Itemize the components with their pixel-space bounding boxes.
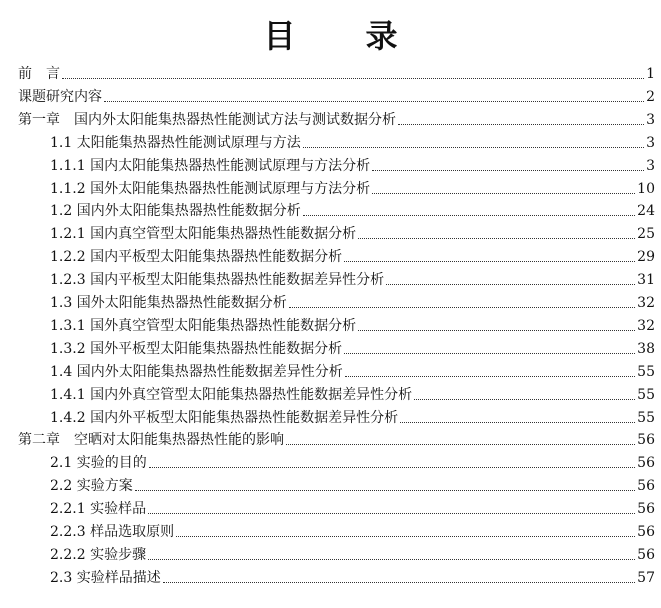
toc-entry[interactable] — [0, 130, 655, 152]
toc-entry-page: 56 — [637, 524, 655, 540]
toc-dot-leader — [398, 124, 644, 125]
toc-entry-label: 1.3.2 国外平板型太阳能集热器热性能数据分析 — [50, 341, 343, 357]
toc-dot-leader — [163, 582, 635, 583]
toc-dot-leader — [286, 444, 635, 445]
toc-entry-label: 2.1 实验的目的 — [50, 455, 147, 471]
toc-entry-label: 1.1 太阳能集热器热性能测试原理与方法 — [50, 135, 301, 151]
toc-dot-leader — [372, 193, 635, 194]
toc-dot-leader — [344, 261, 635, 262]
toc-dot-leader — [289, 307, 635, 308]
toc-entry-page: 55 — [637, 410, 655, 426]
toc-dot-leader — [358, 238, 635, 239]
toc-entry[interactable] — [0, 359, 655, 381]
toc-entry[interactable] — [0, 198, 655, 220]
toc-entry[interactable] — [0, 267, 655, 289]
toc-entry-label: 1.2.1 国内真空管型太阳能集热器热性能数据分析 — [50, 226, 357, 242]
toc-dot-leader — [303, 215, 635, 216]
toc-entry-page: 32 — [637, 318, 655, 334]
toc-entry-page: 3 — [646, 158, 655, 174]
toc-entry[interactable] — [0, 61, 655, 83]
toc-entry-page: 2 — [646, 89, 655, 105]
toc-dot-leader — [358, 330, 635, 331]
toc-entry-label: 1.4 国内外太阳能集热器热性能数据差异性分析 — [50, 364, 343, 380]
toc-dot-leader — [149, 467, 635, 468]
toc-entry-label: 2.3 实验样品描述 — [50, 570, 161, 586]
toc-entry[interactable] — [0, 519, 655, 541]
toc-dot-leader — [148, 513, 635, 514]
toc-entry-page: 10 — [637, 181, 655, 197]
toc-dot-leader — [104, 101, 644, 102]
toc-entry[interactable] — [0, 313, 655, 335]
toc-entry[interactable] — [0, 221, 655, 243]
toc-entry[interactable] — [0, 496, 655, 518]
toc-entry-label: 1.4.2 国内外平板型太阳能集热器热性能数据差异性分析 — [50, 410, 399, 426]
toc-entry-label: 第二章 空晒对太阳能集热器热性能的影响 — [18, 432, 284, 448]
toc-entry-label: 第一章 国内外太阳能集热器热性能测试方法与测试数据分析 — [18, 112, 396, 128]
toc-entry[interactable] — [0, 107, 655, 129]
toc-entry[interactable] — [0, 382, 655, 404]
toc-entry-page: 55 — [637, 387, 655, 403]
toc-entry-page: 31 — [637, 272, 655, 288]
toc-entry-label: 1.2.3 国内平板型太阳能集热器热性能数据差异性分析 — [50, 272, 385, 288]
toc-entry[interactable] — [0, 336, 655, 358]
toc-entry-page: 25 — [637, 226, 655, 242]
toc-entry-label: 2.2.2 实验步骤 — [50, 547, 147, 563]
toc-entry-page: 56 — [637, 455, 655, 471]
toc-dot-leader — [345, 376, 635, 377]
toc-entry[interactable] — [0, 153, 655, 175]
toc-entry-page: 32 — [637, 295, 655, 311]
toc-entry[interactable] — [0, 290, 655, 312]
toc-entry-label: 1.3 国外太阳能集热器热性能数据分析 — [50, 295, 287, 311]
toc-dot-leader — [400, 422, 635, 423]
toc-entry-page: 3 — [646, 135, 655, 151]
toc-entry-label: 1.1.2 国外太阳能集热器热性能测试原理与方法分析 — [50, 181, 371, 197]
toc-dot-leader — [303, 147, 644, 148]
toc-entry-label: 1.1.1 国内太阳能集热器热性能测试原理与方法分析 — [50, 158, 371, 174]
toc-entry[interactable] — [0, 565, 655, 587]
toc-entry-label: 2.2.3 样品选取原则 — [50, 524, 175, 540]
toc-entry-page: 56 — [637, 501, 655, 517]
toc-entry-label: 前 言 — [18, 66, 60, 82]
toc-dot-leader — [386, 284, 635, 285]
toc-entry-page: 24 — [637, 203, 655, 219]
toc-entry-label: 1.4.1 国内外真空管型太阳能集热器热性能数据差异性分析 — [50, 387, 413, 403]
toc-dot-leader — [344, 353, 635, 354]
toc-dot-leader — [62, 78, 644, 79]
toc-dot-leader — [148, 559, 635, 560]
toc-entry-page: 3 — [646, 112, 655, 128]
toc-entry[interactable] — [0, 84, 655, 106]
toc-title — [0, 14, 661, 58]
toc-entry-page: 38 — [637, 341, 655, 357]
toc-dot-leader — [372, 170, 644, 171]
title-char-1: 目 — [263, 17, 296, 55]
toc-entry-label: 1.3.1 国外真空管型太阳能集热器热性能数据分析 — [50, 318, 357, 334]
toc-entry-page: 56 — [637, 547, 655, 563]
toc-entry-page: 56 — [637, 478, 655, 494]
toc-entry-page: 1 — [646, 66, 655, 82]
toc-entry-label: 2.2 实验方案 — [50, 478, 133, 494]
toc-dot-leader — [414, 399, 635, 400]
title-char-2: 录 — [365, 17, 398, 55]
toc-entry-label: 2.2.1 实验样品 — [50, 501, 147, 517]
toc-entry-page: 56 — [637, 432, 655, 448]
toc-entry-label: 课题研究内容 — [18, 89, 102, 105]
toc-entry-page: 29 — [637, 249, 655, 265]
toc-entry[interactable] — [0, 542, 655, 564]
toc-entry-label: 1.2.2 国内平板型太阳能集热器热性能数据分析 — [50, 249, 343, 265]
toc-entry[interactable] — [0, 473, 655, 495]
toc-entry-page: 55 — [637, 364, 655, 380]
toc-entry[interactable] — [0, 405, 655, 427]
toc-entry-label: 1.2 国内外太阳能集热器热性能数据分析 — [50, 203, 301, 219]
toc-entry[interactable] — [0, 244, 655, 266]
toc-entry-page: 57 — [637, 570, 655, 586]
toc-entry[interactable] — [0, 176, 655, 198]
toc-dot-leader — [176, 536, 635, 537]
toc-entry[interactable] — [0, 450, 655, 472]
toc-dot-leader — [135, 490, 635, 491]
toc-entry[interactable] — [0, 427, 655, 449]
